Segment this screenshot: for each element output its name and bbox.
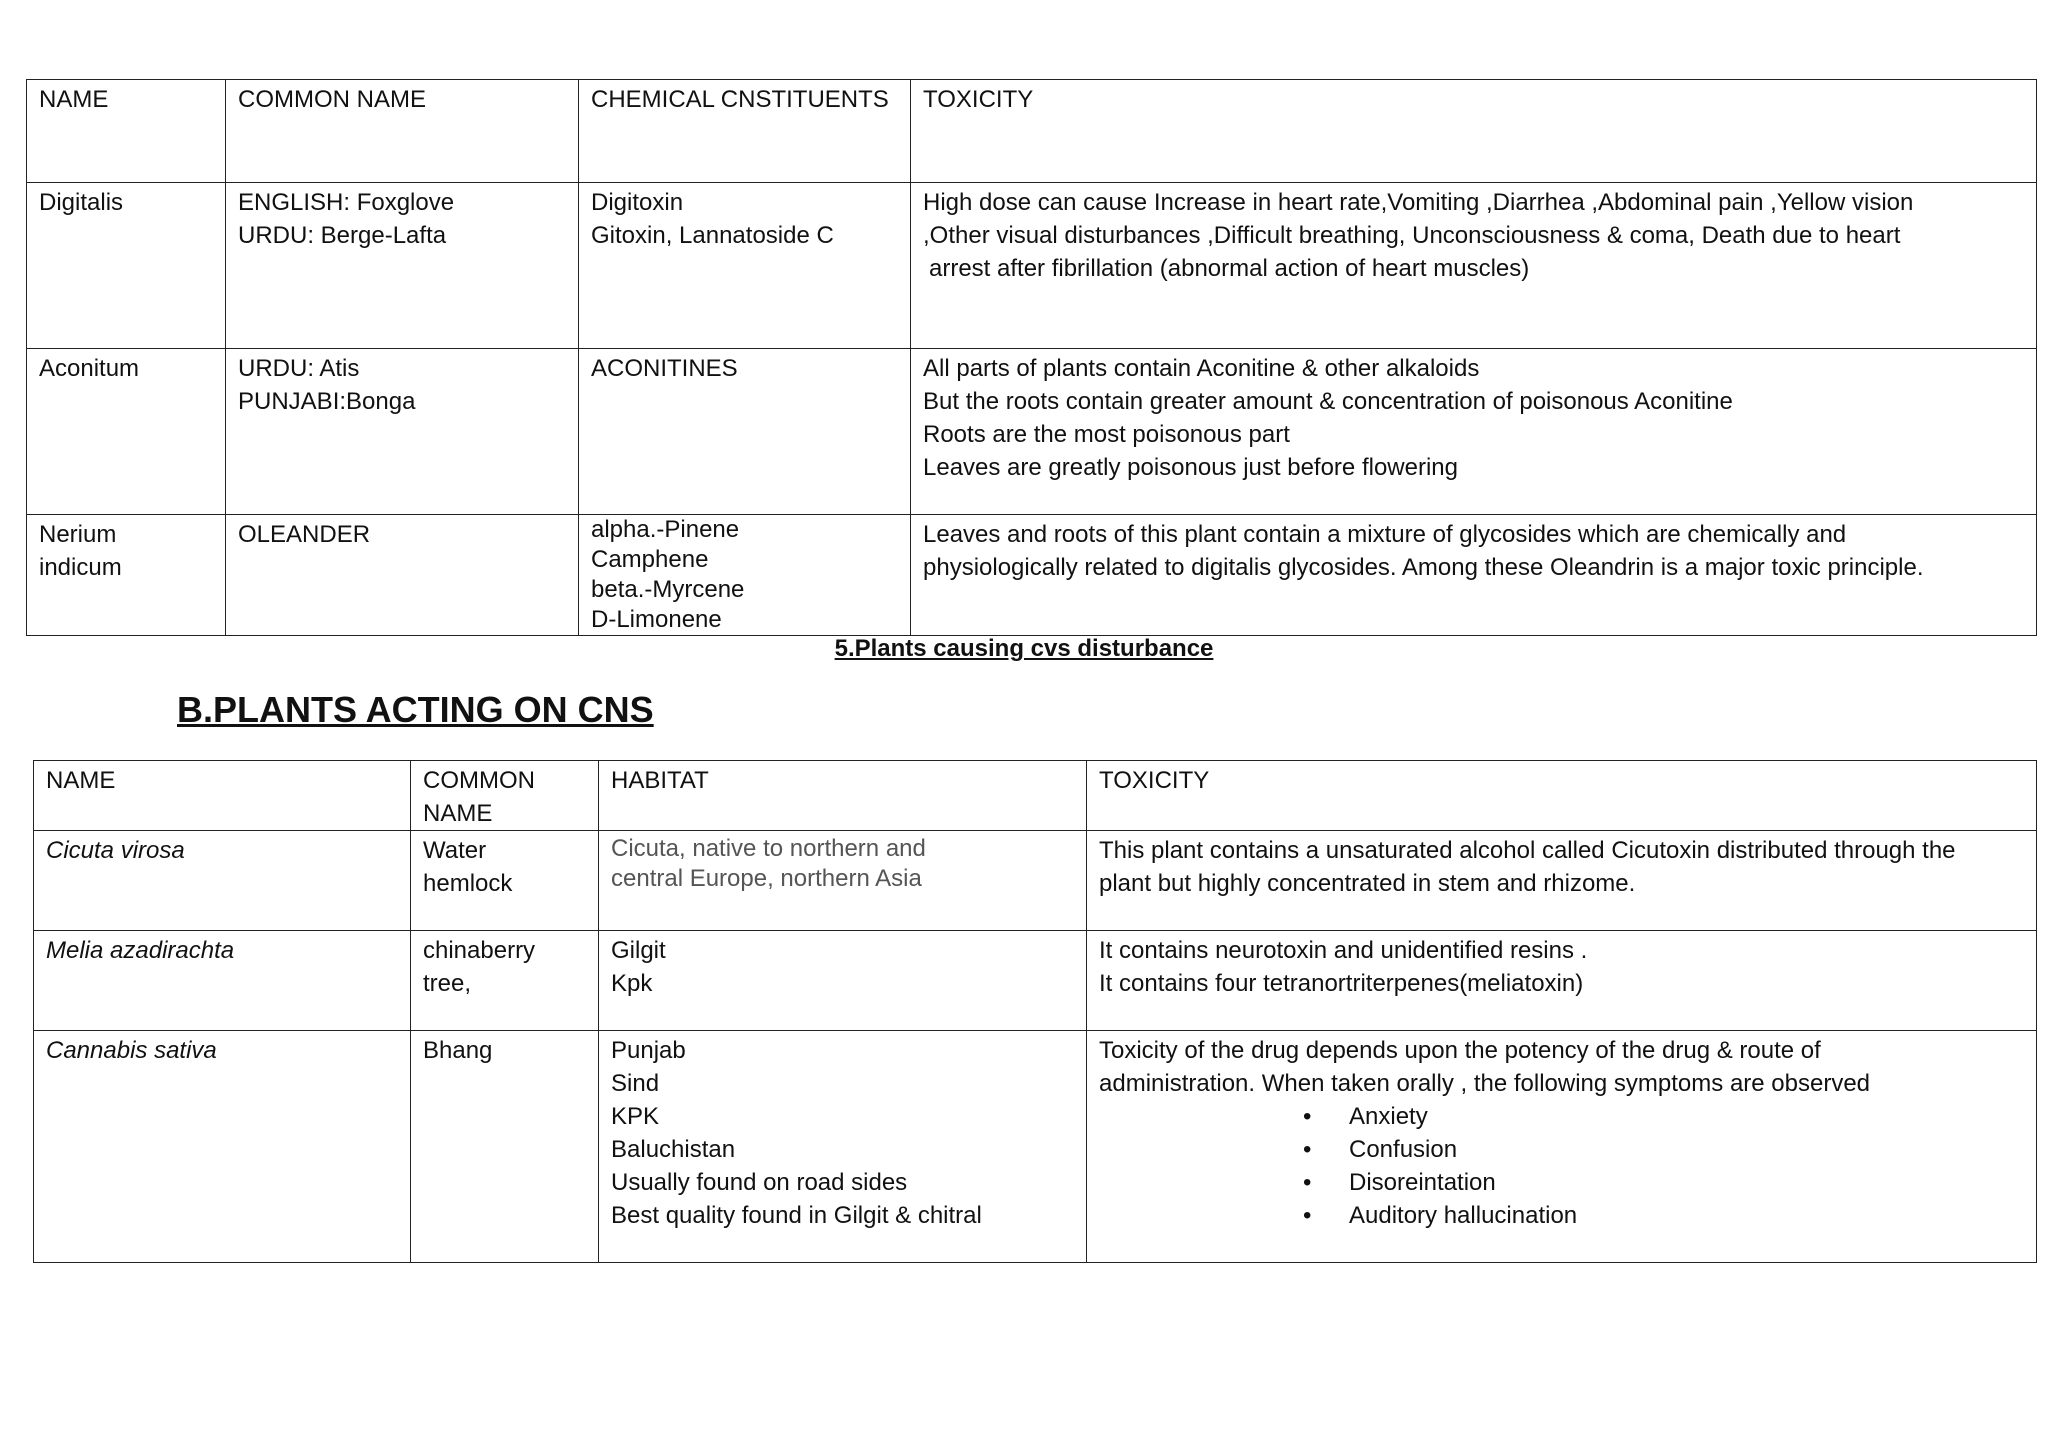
list-item: • Auditory hallucination (1303, 1199, 2024, 1232)
cell-name: Melia azadirachta (34, 931, 411, 1031)
bullet-icon: • (1303, 1136, 1312, 1163)
symptom-list (1099, 1100, 2024, 1232)
cell-common-name: Water hemlock (411, 831, 599, 931)
cell-name: Digitalis (27, 183, 226, 349)
list-item: • Confusion (1303, 1133, 2024, 1166)
table-header-row (34, 761, 2037, 831)
cell-habitat: Gilgit Kpk (599, 931, 1087, 1031)
cell-chemical-constituents: ACONITINES (579, 349, 911, 515)
table-row (34, 1031, 2037, 1263)
cell-common-name: Bhang (411, 1031, 599, 1263)
bullet-icon: • (1303, 1103, 1312, 1130)
bullet-icon: • (1303, 1169, 1312, 1196)
cell-toxicity: It contains neurotoxin and unidentified resins . It contains four tetranortriterpenes(meliatoxin) (1087, 931, 2037, 1031)
cell-toxicity: All parts of plants contain Aconitine & other alkaloids But the roots contain greater amount & concentration of poisonous Aconitine Roots are the most poisonous part Leaves are greatly poisonous just before flowering (911, 349, 2037, 515)
list-item: • Anxiety (1303, 1100, 2024, 1133)
cvs-plants-table (26, 79, 2037, 636)
header-common-name: COMMON NAME (226, 80, 579, 183)
cell-name: Cicuta virosa (34, 831, 411, 931)
cell-toxicity: High dose can cause Increase in heart rate,Vomiting ,Diarrhea ,Abdominal pain ,Yellow vision ,Other visual disturbances ,Difficult breathing, Unconsciousness & coma, Death due to heart arrest after fibrillation (abnormal action of heart muscles) (911, 183, 2037, 349)
table-row (27, 183, 2037, 349)
table-row (27, 515, 2037, 636)
header-common-name: COMMON NAME (411, 761, 599, 831)
cell-habitat: Punjab Sind KPK Baluchistan Usually found on road sides Best quality found in Gilgit & chitral (599, 1031, 1087, 1263)
cell-common-name: ENGLISH: Foxglove URDU: Berge-Lafta (226, 183, 579, 349)
cell-name: Cannabis sativa (34, 1031, 411, 1263)
header-name: NAME (27, 80, 226, 183)
cell-toxicity: This plant contains a unsaturated alcohol called Cicutoxin distributed through the plant but highly concentrated in stem and rhizome. (1087, 831, 2037, 931)
table-header-row (27, 80, 2037, 183)
cell-toxicity: Leaves and roots of this plant contain a mixture of glycosides which are chemically and physiologically related to digitalis glycosides. Among these Oleandrin is a major toxic principle. (911, 515, 2037, 636)
cns-plants-table (33, 760, 2037, 1263)
table-row (34, 931, 2037, 1031)
cell-habitat: Cicuta, native to northern and central Europe, northern Asia (599, 831, 1087, 931)
bullet-icon: • (1303, 1202, 1312, 1229)
cell-name: Nerium indicum (27, 515, 226, 636)
cell-common-name: URDU: Atis PUNJABI:Bonga (226, 349, 579, 515)
header-name: NAME (34, 761, 411, 831)
section-heading: B.PLANTS ACTING ON CNS (177, 689, 654, 730)
table-caption: 5.Plants causing cvs disturbance (834, 635, 1214, 662)
header-toxicity: TOXICITY (911, 80, 2037, 183)
list-item: • Disoreintation (1303, 1166, 2024, 1199)
cell-name: Aconitum (27, 349, 226, 515)
table-row (34, 831, 2037, 931)
header-toxicity: TOXICITY (1087, 761, 2037, 831)
table-row (27, 349, 2037, 515)
cell-common-name: OLEANDER (226, 515, 579, 636)
cell-chemical-constituents: Digitoxin Gitoxin, Lannatoside C (579, 183, 911, 349)
header-chemical-constituents: CHEMICAL CNSTITUENTS (579, 80, 911, 183)
cell-toxicity: Toxicity of the drug depends upon the potency of the drug & route of administration. When taken orally , the following symptoms are observed • Anxiety • Confusion • Disoreintation • Auditory hallucination (1087, 1031, 2037, 1263)
cell-common-name: chinaberry tree, (411, 931, 599, 1031)
cell-chemical-constituents: alpha.-Pinene Camphene beta.-Myrcene D-Limonene (579, 515, 911, 636)
header-habitat: HABITAT (599, 761, 1087, 831)
